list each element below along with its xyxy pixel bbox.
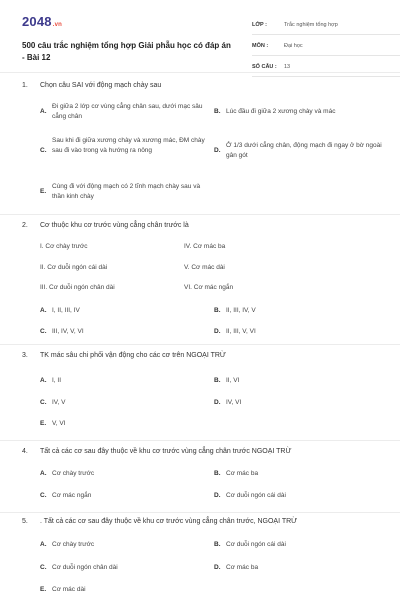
question-text: Chọn câu SAI với động mạch chày sau xyxy=(40,82,162,89)
question-number: 1. xyxy=(22,82,28,89)
divider xyxy=(0,72,400,73)
question-text: Tất cả các cơ sau đây thuộc về khu cơ trước vùng cẳng chân trước NGOẠI TRỪ xyxy=(40,448,292,455)
question-number: 3. xyxy=(22,352,28,359)
question-text: Cơ thuộc khu cơ trước vùng cẳng chân trước là xyxy=(40,222,189,229)
question-text: TK mác sâu chi phối vận động cho các cơ trên NGOẠI TRỪ xyxy=(40,352,226,359)
question-3: 3. TK mác sâu chi phối vận động cho các cơ trên NGOẠI TRỪ A. I, II B. II, VI C. IV, V D. IV, VI E. V, VI xyxy=(22,352,382,432)
divider xyxy=(0,440,400,441)
divider xyxy=(0,214,400,215)
question-5: 5. . Tất cả các cơ sau đây thuộc về khu cơ trước vùng cẳng chân trước, NGOẠI TRỪ A. Cơ chày trước B. Cơ duỗi ngón cái dài C. Cơ duỗi ngón chân dài D. Cơ mác ba E. Cơ mác dài xyxy=(22,518,382,598)
meta-value: 13 xyxy=(284,64,291,70)
site-logo[interactable]: 2048.vn xyxy=(22,14,63,29)
question-number: 5. xyxy=(22,518,28,525)
statement-item: II. Cơ duỗi ngón cái dài xyxy=(40,264,108,271)
meta-row-subject xyxy=(252,39,400,56)
question-text: . Tất cả các cơ sau đây thuộc về khu cơ trước vùng cẳng chân trước, NGOẠI TRỪ xyxy=(40,518,298,525)
statement-item: V. Cơ mác dài xyxy=(184,264,225,271)
meta-key: LỚP : xyxy=(252,22,267,28)
meta-value: Đại học xyxy=(284,43,303,49)
question-1: 1. Chọn câu SAI với động mạch chày sau A. Đi giữa 2 lớp cơ vùng cẳng chân sau, dưới mạc sâu cẳng chân B. Lúc đầu đi giữa 2 xương chày và mác C. Sau khi đi giữa xương chày và xương mác, ĐM chày sau đi vào trong và hướng ra nông D. Ở 1/3 dưới cẳng chân, động mạch đi ngay ở bờ ngoài gân gót E. Cùng đi với động mạch có 2 tĩnh mạch chày sau và thần kinh chày xyxy=(22,82,382,200)
statement-item: III. Cơ duỗi ngón chân dài xyxy=(40,284,115,291)
statement-item: VI. Cơ mác ngắn xyxy=(184,284,234,291)
divider xyxy=(0,344,400,345)
question-2: 2. Cơ thuộc khu cơ trước vùng cẳng chân trước là I. Cơ chày trước IV. Cơ mác ba II. Cơ duỗi ngón cái dài V. Cơ mác dài III. Cơ duỗi ngón chân dài VI. Cơ mác ngắn A. I, II, III, IV B. II, III, IV, V C. III, IV, V, VI D. II, III, V, VI xyxy=(22,222,382,342)
meta-key: MÔN : xyxy=(252,43,269,49)
meta-row-count xyxy=(252,60,400,77)
document-title: 500 câu trắc nghiệm tổng hợp Giải phẫu học có đáp án - Bài 12 xyxy=(22,41,231,62)
divider xyxy=(0,512,400,513)
meta-key: SỐ CÂU : xyxy=(252,64,277,70)
page-header xyxy=(22,10,382,72)
question-number: 4. xyxy=(22,448,28,455)
meta-value: Trắc nghiệm tổng hợp xyxy=(284,22,338,28)
statement-item: IV. Cơ mác ba xyxy=(184,243,226,250)
question-4: 4. Tất cả các cơ sau đây thuộc về khu cơ trước vùng cẳng chân trước NGOẠI TRỪ A. Cơ chày trước B. Cơ mác ba C. Cơ mác ngắn D. Cơ duỗi ngón cái dài xyxy=(22,448,382,508)
meta-row-class xyxy=(252,18,400,35)
statement-item: I. Cơ chày trước xyxy=(40,243,88,250)
question-number: 2. xyxy=(22,222,28,229)
